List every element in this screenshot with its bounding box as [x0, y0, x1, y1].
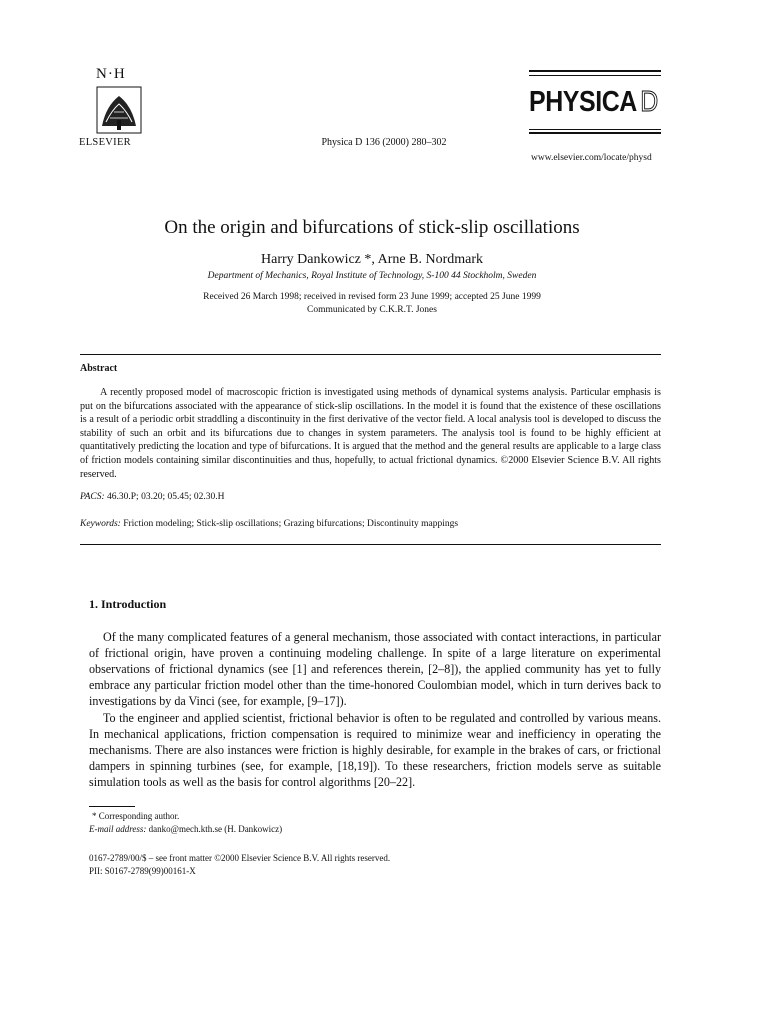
pii-line: PII: S0167-2789(99)00161-X — [89, 866, 196, 876]
article-authors: Harry Dankowicz *, Arne B. Nordmark — [261, 252, 483, 267]
received-dates — [0, 291, 744, 317]
journal-logo-main: PHYSICA — [529, 86, 637, 118]
elsevier-tree-logo-icon — [96, 86, 142, 134]
section-heading: 1. Introduction — [89, 597, 167, 611]
journal-logo-letter: D — [640, 86, 658, 118]
author-affiliation: Department of Mechanics, Royal Institute of Technology, S-100 44 Stockholm, Sweden — [207, 271, 537, 281]
body-paragraph: Of the many complicated features of a general mechanism, those associated with contact interactions, in particular of frictional origin, have proven a continuing modeling challenge. In spite of a large literature on experimental observations of frictional dynamics (see [1] and references therein, [2–8]), the applied community has yet to fully embrace any particular friction model other than the time-honored Coulombian model, which in turn derives back to investigations by da Vinci (see, for example, [9–17]). — [89, 630, 661, 708]
communicated-line: Communicated by C.K.R.T. Jones — [307, 305, 437, 315]
article-title: On the origin and bifurcations of stick-slip oscillations — [164, 217, 580, 238]
logo-rule — [529, 129, 661, 130]
logo-rule — [529, 70, 661, 72]
journal-logo — [529, 86, 658, 119]
keywords-line — [80, 519, 458, 529]
abstract-bottom-rule — [80, 544, 661, 545]
abstract-top-rule — [80, 354, 661, 355]
received-line: Received 26 March 1998; received in revised form 23 June 1999; accepted 25 June 1999 — [203, 292, 541, 302]
pacs-label: PACS: — [80, 492, 105, 502]
keywords-list: Friction modeling; Stick-slip oscillations; Grazing bifurcations; Discontinuity mappings — [120, 519, 459, 529]
publisher-mark: N·H — [96, 66, 126, 82]
publisher-name: ELSEVIER — [79, 137, 131, 148]
copyright-line: 0167-2789/00/$ – see front matter ©2000 Elsevier Science B.V. All rights reserved. — [89, 853, 391, 863]
journal-url[interactable]: www.elsevier.com/locate/physd — [531, 153, 652, 163]
corresponding-author-note: * Corresponding author. — [92, 811, 180, 821]
body-paragraph: To the engineer and applied scientist, frictional behavior is often to be regulated and controlled by various means. In mechanical applications, friction compensation is required to minimize wear and inefficiency in operating the mechanisms. There are also instances were friction is highly desirable, for example in the brakes of cars, or frictional dampers in spinning turbines (see, for example, [18,19]). To these researchers, friction models serve as suitable simulation tools as well as the basis for control algorithms [20–22]. — [89, 711, 661, 789]
email-address[interactable]: danko@mech.kth.se (H. Dankowicz) — [146, 824, 283, 834]
logo-rule — [529, 75, 661, 76]
keywords-label: Keywords: — [80, 519, 121, 529]
abstract-text: A recently proposed model of macroscopic friction is investigated using methods of dynamical systems analysis. Particular emphasis is put on the bifurcations associated with the appearance of stick-slip oscillations. In the model it is found that the existence of these oscillations is a result of a periodic orbit straddling a discontinuity in the first derivative of the vector field. A local analysis tool is developed to discuss the stability of such an orbit and its bifurcations due to changes in system parameters. The analysis tool is found to be highly efficient at quantitatively predicting the location and type of bifurcations. It is argued that the method and the general results are applicable to a large class of friction models containing similar discontinuities and thus, hopefully, to actual frictional dynamics. ©2000 Elsevier Science B.V. All rights reserved. — [80, 387, 661, 480]
journal-citation: Physica D 136 (2000) 280–302 — [321, 137, 447, 148]
email-label: E-mail address: — [89, 824, 147, 834]
email-note — [89, 824, 282, 834]
pacs-line — [80, 492, 224, 502]
footnote-rule — [89, 806, 135, 807]
logo-rule — [529, 132, 661, 134]
pacs-codes: 46.30.P; 03.20; 05.45; 02.30.H — [104, 492, 225, 502]
abstract-heading: Abstract — [80, 363, 118, 374]
